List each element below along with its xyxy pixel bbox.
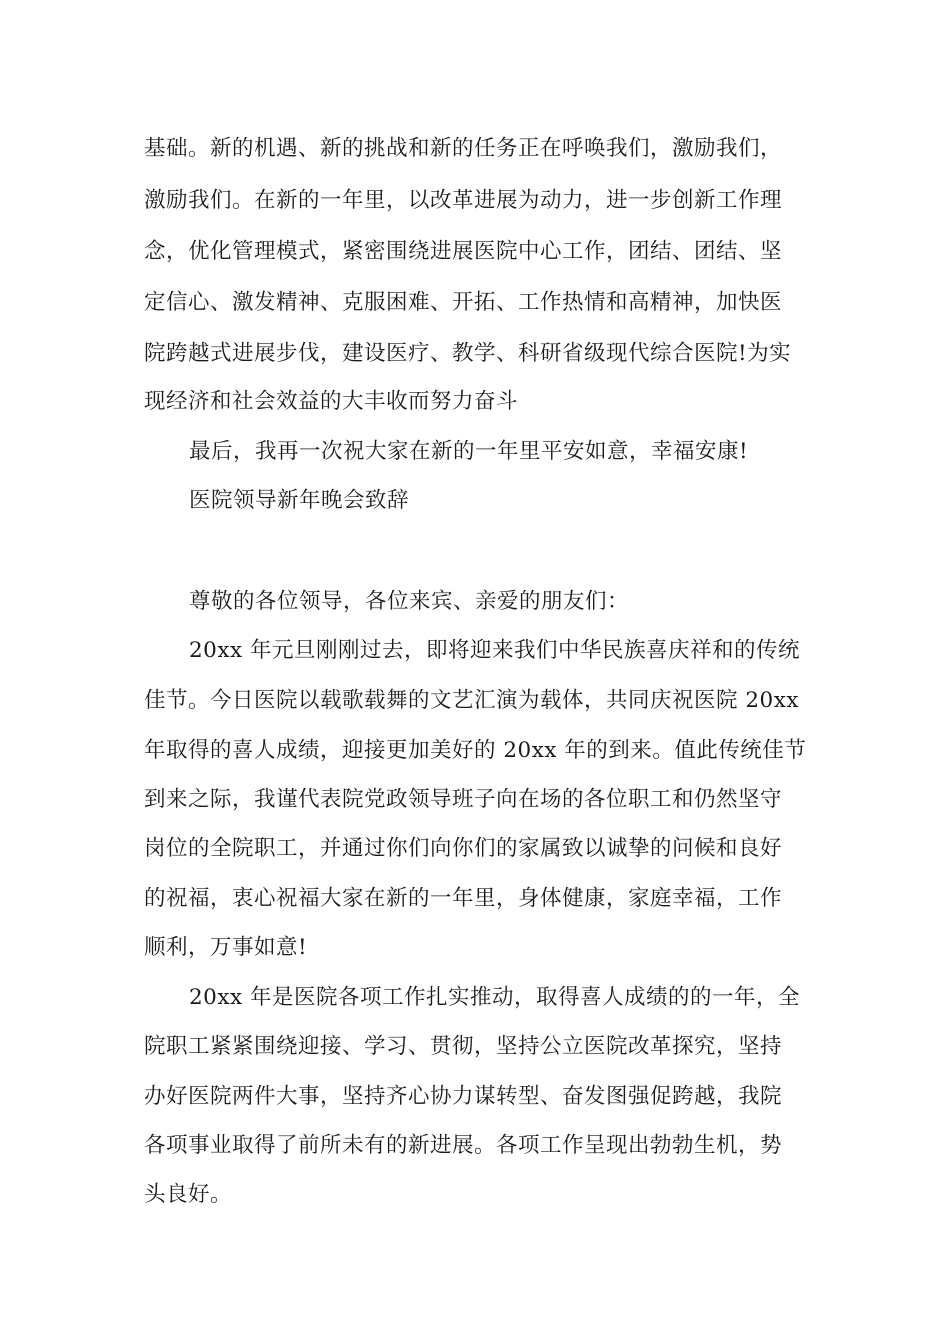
body-text-line: 到来之际，我谨代表院党政领导班子向在场的各位职工和仍然坚守: [144, 787, 783, 812]
body-text-line: 念，优化管理模式，紧密围绕进展医院中心工作，团结、团结、坚: [144, 239, 783, 264]
body-text-line: 佳节。今日医院以载歌载舞的文艺汇演为载体，共同庆祝医院 20xx: [144, 688, 799, 713]
body-text-line: 院职工紧紧围绕迎接、学习、贯彻，坚持公立医院改革探究，坚持: [144, 1034, 783, 1059]
body-text-line: 各项事业取得了前所未有的新进展。各项工作呈现出勃勃生机，势: [144, 1133, 783, 1158]
salutation: 尊敬的各位领导，各位来宾、亲爱的朋友们：: [189, 589, 630, 614]
body-text-line: 的祝福，衷心祝福大家在新的一年里，身体健康，家庭幸福，工作: [144, 886, 783, 911]
body-text-line: 院跨越式进展步伐，建设医疗、教学、科研省级现代综合医院!为实: [144, 341, 792, 366]
body-text-line: 办好医院两件大事，坚持齐心协力谋转型、奋发图强促跨越，我院: [144, 1084, 783, 1109]
body-text-line: 定信心、激发精神、克服困难、开拓、工作热情和高精神，加快医: [144, 290, 783, 315]
body-text-line: 激励我们。在新的一年里，以改革进展为动力，进一步创新工作理: [144, 188, 783, 213]
paragraph-first-line: 20xx 年元旦刚刚过去，即将迎来我们中华民族喜庆祥和的传统: [189, 638, 800, 663]
paragraph-first-line: 20xx 年是医院各项工作扎实推动，取得喜人成绩的的一年，全: [189, 985, 800, 1010]
section-title: 医院领导新年晚会致辞: [189, 488, 410, 513]
body-text-line: 年取得的喜人成绩，迎接更加美好的 20xx 年的到来。值此传统佳节: [144, 738, 807, 763]
body-text-line: 顺利，万事如意!: [144, 935, 308, 960]
body-text-line: 头良好。: [144, 1182, 233, 1207]
closing-paragraph: 最后，我再一次祝大家在新的一年里平安如意，幸福安康!: [189, 439, 749, 464]
body-text-line: 基础。新的机遇、新的挑战和新的任务正在呼唤我们，激励我们，: [144, 136, 783, 161]
body-text-line: 岗位的全院职工，并通过你们向你们的家属致以诚挚的问候和良好: [144, 836, 783, 861]
body-text-line: 现经济和社会效益的大丰收而努力奋斗: [144, 389, 519, 414]
